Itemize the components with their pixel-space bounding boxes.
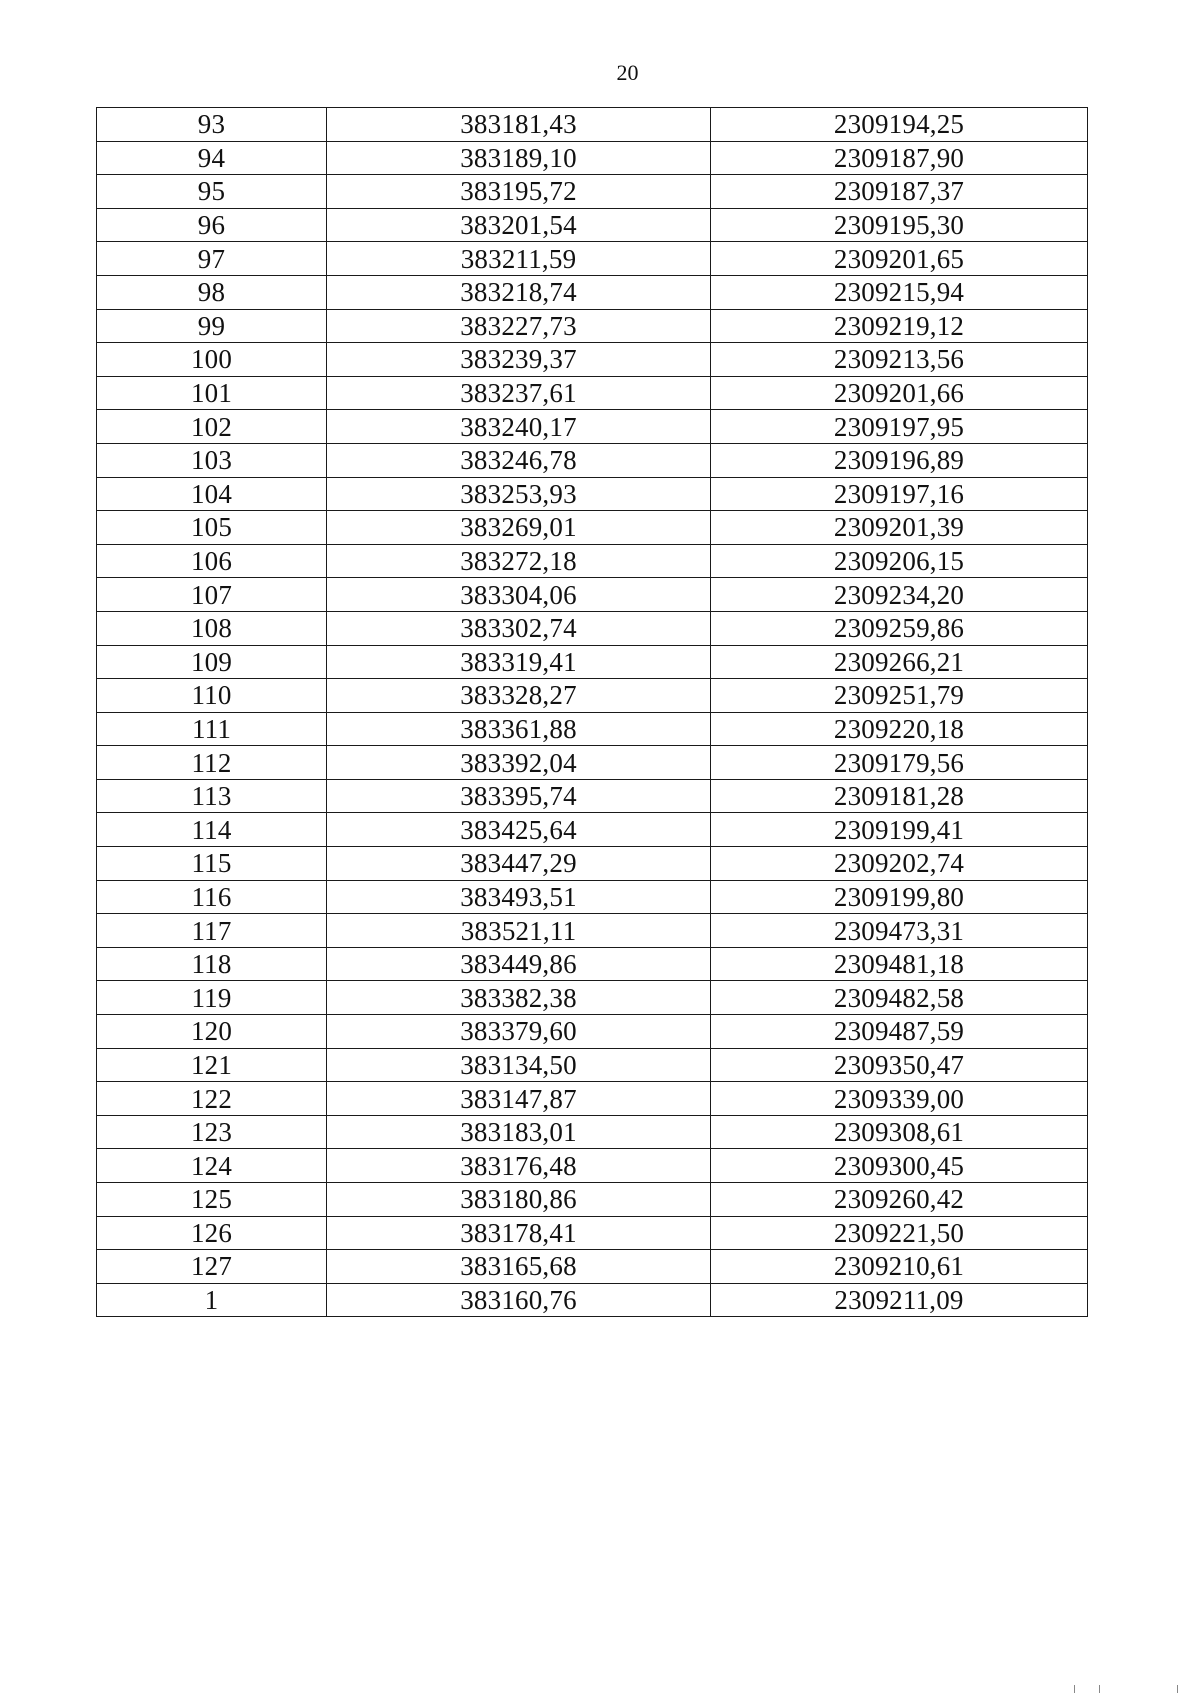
coordinates-table-body xyxy=(97,108,1088,1317)
y-coordinate-cell: 2309300,45 xyxy=(711,1149,1088,1183)
table-row xyxy=(97,477,1088,511)
table-row xyxy=(97,779,1088,813)
coordinates-table xyxy=(96,107,1088,1317)
y-coordinate-cell: 2309308,61 xyxy=(711,1115,1088,1149)
table-row xyxy=(97,511,1088,545)
point-number-cell: 1 xyxy=(97,1283,327,1317)
y-coordinate-cell: 2309197,95 xyxy=(711,410,1088,444)
point-number-cell: 108 xyxy=(97,611,327,645)
table-row xyxy=(97,1283,1088,1317)
point-number-cell: 104 xyxy=(97,477,327,511)
x-coordinate-cell: 383176,48 xyxy=(327,1149,711,1183)
y-coordinate-cell: 2309187,37 xyxy=(711,175,1088,209)
table-row xyxy=(97,443,1088,477)
point-number-cell: 117 xyxy=(97,914,327,948)
y-coordinate-cell: 2309481,18 xyxy=(711,947,1088,981)
x-coordinate-cell: 383237,61 xyxy=(327,376,711,410)
table-row xyxy=(97,1015,1088,1049)
table-row xyxy=(97,175,1088,209)
point-number-cell: 118 xyxy=(97,947,327,981)
y-coordinate-cell: 2309339,00 xyxy=(711,1082,1088,1116)
scan-edge-mark xyxy=(1177,1685,1178,1693)
x-coordinate-cell: 383240,17 xyxy=(327,410,711,444)
point-number-cell: 109 xyxy=(97,645,327,679)
x-coordinate-cell: 383269,01 xyxy=(327,511,711,545)
table-row xyxy=(97,645,1088,679)
table-row xyxy=(97,914,1088,948)
y-coordinate-cell: 2309234,20 xyxy=(711,578,1088,612)
x-coordinate-cell: 383189,10 xyxy=(327,141,711,175)
point-number-cell: 103 xyxy=(97,443,327,477)
table-row xyxy=(97,242,1088,276)
x-coordinate-cell: 383181,43 xyxy=(327,108,711,142)
x-coordinate-cell: 383227,73 xyxy=(327,309,711,343)
x-coordinate-cell: 383253,93 xyxy=(327,477,711,511)
x-coordinate-cell: 383447,29 xyxy=(327,847,711,881)
point-number-cell: 107 xyxy=(97,578,327,612)
y-coordinate-cell: 2309201,39 xyxy=(711,511,1088,545)
x-coordinate-cell: 383195,72 xyxy=(327,175,711,209)
x-coordinate-cell: 383395,74 xyxy=(327,779,711,813)
point-number-cell: 95 xyxy=(97,175,327,209)
table-row xyxy=(97,880,1088,914)
point-number-cell: 122 xyxy=(97,1082,327,1116)
point-number-cell: 113 xyxy=(97,779,327,813)
table-row xyxy=(97,847,1088,881)
y-coordinate-cell: 2309202,74 xyxy=(711,847,1088,881)
point-number-cell: 106 xyxy=(97,544,327,578)
point-number-cell: 99 xyxy=(97,309,327,343)
y-coordinate-cell: 2309199,41 xyxy=(711,813,1088,847)
x-coordinate-cell: 383165,68 xyxy=(327,1250,711,1284)
y-coordinate-cell: 2309197,16 xyxy=(711,477,1088,511)
point-number-cell: 102 xyxy=(97,410,327,444)
x-coordinate-cell: 383201,54 xyxy=(327,208,711,242)
table-row xyxy=(97,813,1088,847)
x-coordinate-cell: 383211,59 xyxy=(327,242,711,276)
point-number-cell: 120 xyxy=(97,1015,327,1049)
point-number-cell: 100 xyxy=(97,343,327,377)
table-row xyxy=(97,108,1088,142)
x-coordinate-cell: 383328,27 xyxy=(327,679,711,713)
table-row xyxy=(97,679,1088,713)
y-coordinate-cell: 2309206,15 xyxy=(711,544,1088,578)
x-coordinate-cell: 383392,04 xyxy=(327,746,711,780)
point-number-cell: 115 xyxy=(97,847,327,881)
table-row xyxy=(97,544,1088,578)
x-coordinate-cell: 383239,37 xyxy=(327,343,711,377)
x-coordinate-cell: 383180,86 xyxy=(327,1183,711,1217)
x-coordinate-cell: 383521,11 xyxy=(327,914,711,948)
table-row xyxy=(97,208,1088,242)
y-coordinate-cell: 2309194,25 xyxy=(711,108,1088,142)
point-number-cell: 121 xyxy=(97,1048,327,1082)
table-row xyxy=(97,611,1088,645)
x-coordinate-cell: 383302,74 xyxy=(327,611,711,645)
x-coordinate-cell: 383493,51 xyxy=(327,880,711,914)
x-coordinate-cell: 383319,41 xyxy=(327,645,711,679)
x-coordinate-cell: 383183,01 xyxy=(327,1115,711,1149)
table-row xyxy=(97,1149,1088,1183)
y-coordinate-cell: 2309487,59 xyxy=(711,1015,1088,1049)
scan-edge-mark xyxy=(1074,1685,1100,1693)
y-coordinate-cell: 2309259,86 xyxy=(711,611,1088,645)
table-row xyxy=(97,746,1088,780)
table-row xyxy=(97,1082,1088,1116)
table-row xyxy=(97,981,1088,1015)
y-coordinate-cell: 2309201,65 xyxy=(711,242,1088,276)
y-coordinate-cell: 2309181,28 xyxy=(711,779,1088,813)
y-coordinate-cell: 2309260,42 xyxy=(711,1183,1088,1217)
point-number-cell: 111 xyxy=(97,712,327,746)
point-number-cell: 126 xyxy=(97,1216,327,1250)
y-coordinate-cell: 2309199,80 xyxy=(711,880,1088,914)
x-coordinate-cell: 383425,64 xyxy=(327,813,711,847)
point-number-cell: 119 xyxy=(97,981,327,1015)
x-coordinate-cell: 383379,60 xyxy=(327,1015,711,1049)
x-coordinate-cell: 383134,50 xyxy=(327,1048,711,1082)
table-row xyxy=(97,1250,1088,1284)
point-number-cell: 123 xyxy=(97,1115,327,1149)
y-coordinate-cell: 2309482,58 xyxy=(711,981,1088,1015)
point-number-cell: 93 xyxy=(97,108,327,142)
y-coordinate-cell: 2309221,50 xyxy=(711,1216,1088,1250)
point-number-cell: 94 xyxy=(97,141,327,175)
x-coordinate-cell: 383382,38 xyxy=(327,981,711,1015)
y-coordinate-cell: 2309266,21 xyxy=(711,645,1088,679)
table-row xyxy=(97,1216,1088,1250)
x-coordinate-cell: 383304,06 xyxy=(327,578,711,612)
point-number-cell: 97 xyxy=(97,242,327,276)
table-row xyxy=(97,275,1088,309)
table-row xyxy=(97,712,1088,746)
y-coordinate-cell: 2309251,79 xyxy=(711,679,1088,713)
y-coordinate-cell: 2309201,66 xyxy=(711,376,1088,410)
point-number-cell: 110 xyxy=(97,679,327,713)
point-number-cell: 125 xyxy=(97,1183,327,1217)
y-coordinate-cell: 2309210,61 xyxy=(711,1250,1088,1284)
y-coordinate-cell: 2309219,12 xyxy=(711,309,1088,343)
x-coordinate-cell: 383160,76 xyxy=(327,1283,711,1317)
point-number-cell: 98 xyxy=(97,275,327,309)
y-coordinate-cell: 2309211,09 xyxy=(711,1283,1088,1317)
table-row xyxy=(97,343,1088,377)
table-row xyxy=(97,1048,1088,1082)
table-row xyxy=(97,1115,1088,1149)
point-number-cell: 105 xyxy=(97,511,327,545)
x-coordinate-cell: 383218,74 xyxy=(327,275,711,309)
page-number: 20 xyxy=(616,60,639,85)
x-coordinate-cell: 383449,86 xyxy=(327,947,711,981)
table-row xyxy=(97,309,1088,343)
table-row xyxy=(97,947,1088,981)
point-number-cell: 96 xyxy=(97,208,327,242)
table-row xyxy=(97,376,1088,410)
x-coordinate-cell: 383361,88 xyxy=(327,712,711,746)
y-coordinate-cell: 2309179,56 xyxy=(711,746,1088,780)
y-coordinate-cell: 2309350,47 xyxy=(711,1048,1088,1082)
point-number-cell: 114 xyxy=(97,813,327,847)
x-coordinate-cell: 383246,78 xyxy=(327,443,711,477)
point-number-cell: 124 xyxy=(97,1149,327,1183)
y-coordinate-cell: 2309187,90 xyxy=(711,141,1088,175)
point-number-cell: 101 xyxy=(97,376,327,410)
y-coordinate-cell: 2309195,30 xyxy=(711,208,1088,242)
table-row xyxy=(97,410,1088,444)
y-coordinate-cell: 2309220,18 xyxy=(711,712,1088,746)
y-coordinate-cell: 2309196,89 xyxy=(711,443,1088,477)
x-coordinate-cell: 383272,18 xyxy=(327,544,711,578)
table-row xyxy=(97,1183,1088,1217)
table-row xyxy=(97,578,1088,612)
y-coordinate-cell: 2309215,94 xyxy=(711,275,1088,309)
point-number-cell: 127 xyxy=(97,1250,327,1284)
y-coordinate-cell: 2309473,31 xyxy=(711,914,1088,948)
table-row xyxy=(97,141,1088,175)
point-number-cell: 116 xyxy=(97,880,327,914)
point-number-cell: 112 xyxy=(97,746,327,780)
x-coordinate-cell: 383178,41 xyxy=(327,1216,711,1250)
y-coordinate-cell: 2309213,56 xyxy=(711,343,1088,377)
x-coordinate-cell: 383147,87 xyxy=(327,1082,711,1116)
